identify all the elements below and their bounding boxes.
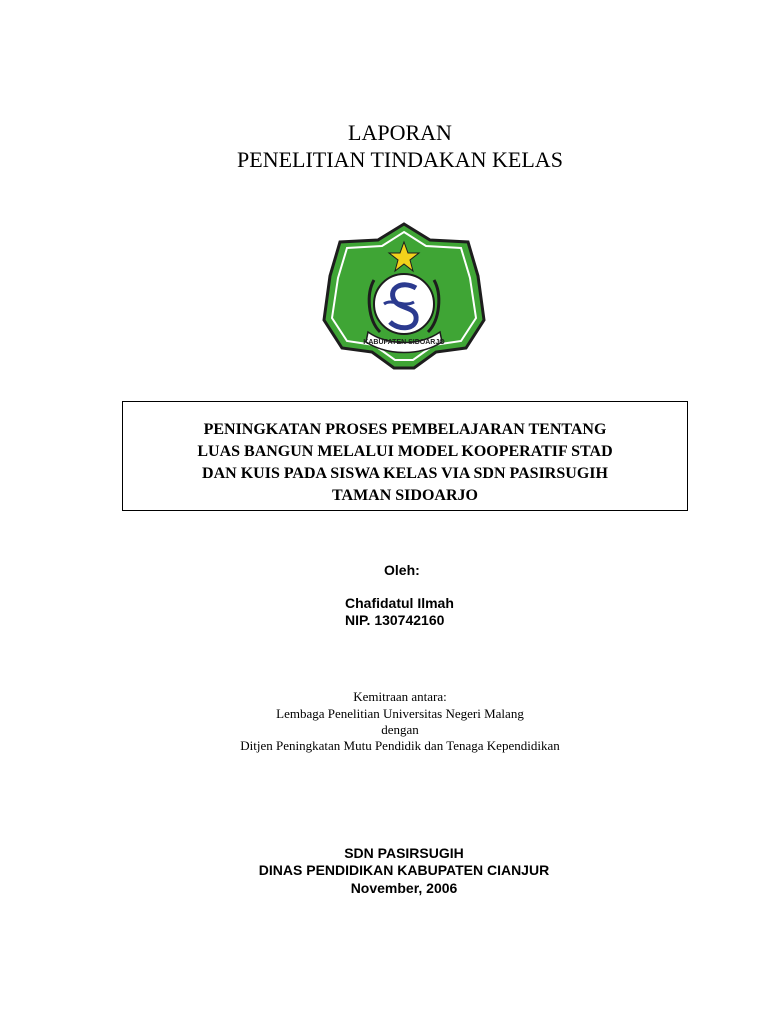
footer-school: SDN PASIRSUGIH: [344, 845, 464, 861]
footer-office: DINAS PENDIDIKAN KABUPATEN CIANJUR: [258, 862, 550, 878]
partnership-connector: dengan: [381, 722, 419, 737]
emblem-ribbon-text: KABUPATEN SIDOARJO: [363, 339, 445, 346]
research-title-line: LUAS BANGUN MELALUI MODEL KOOPERATIF STAD: [197, 443, 613, 460]
partnership-label: Kemitraan antara:: [353, 689, 447, 704]
kabupaten-sidoarjo-emblem: [318, 220, 490, 370]
by-label: Oleh:: [384, 562, 420, 578]
research-title-line: PENINGKATAN PROSES PEMBELAJARAN TENTANG: [203, 421, 607, 438]
partnership-party-2: Ditjen Peningkatan Mutu Pendidik dan Tenaga Kependidikan: [240, 738, 560, 753]
partnership-party-1: Lembaga Penelitian Universitas Negeri Malang: [276, 706, 524, 721]
research-title-line: TAMAN SIDOARJO: [332, 487, 478, 504]
research-title-line: DAN KUIS PADA SISWA KELAS VIA SDN PASIRSUGIH: [202, 465, 608, 482]
report-title-line-2: PENELITIAN TINDAKAN KELAS: [237, 147, 563, 172]
footer-date: November, 2006: [350, 880, 458, 896]
author-nip: NIP. 130742160: [345, 612, 445, 628]
report-title-line-1: LAPORAN: [348, 120, 452, 145]
research-title-box: [122, 401, 688, 511]
author-name: Chafidatul Ilmah: [345, 595, 454, 611]
